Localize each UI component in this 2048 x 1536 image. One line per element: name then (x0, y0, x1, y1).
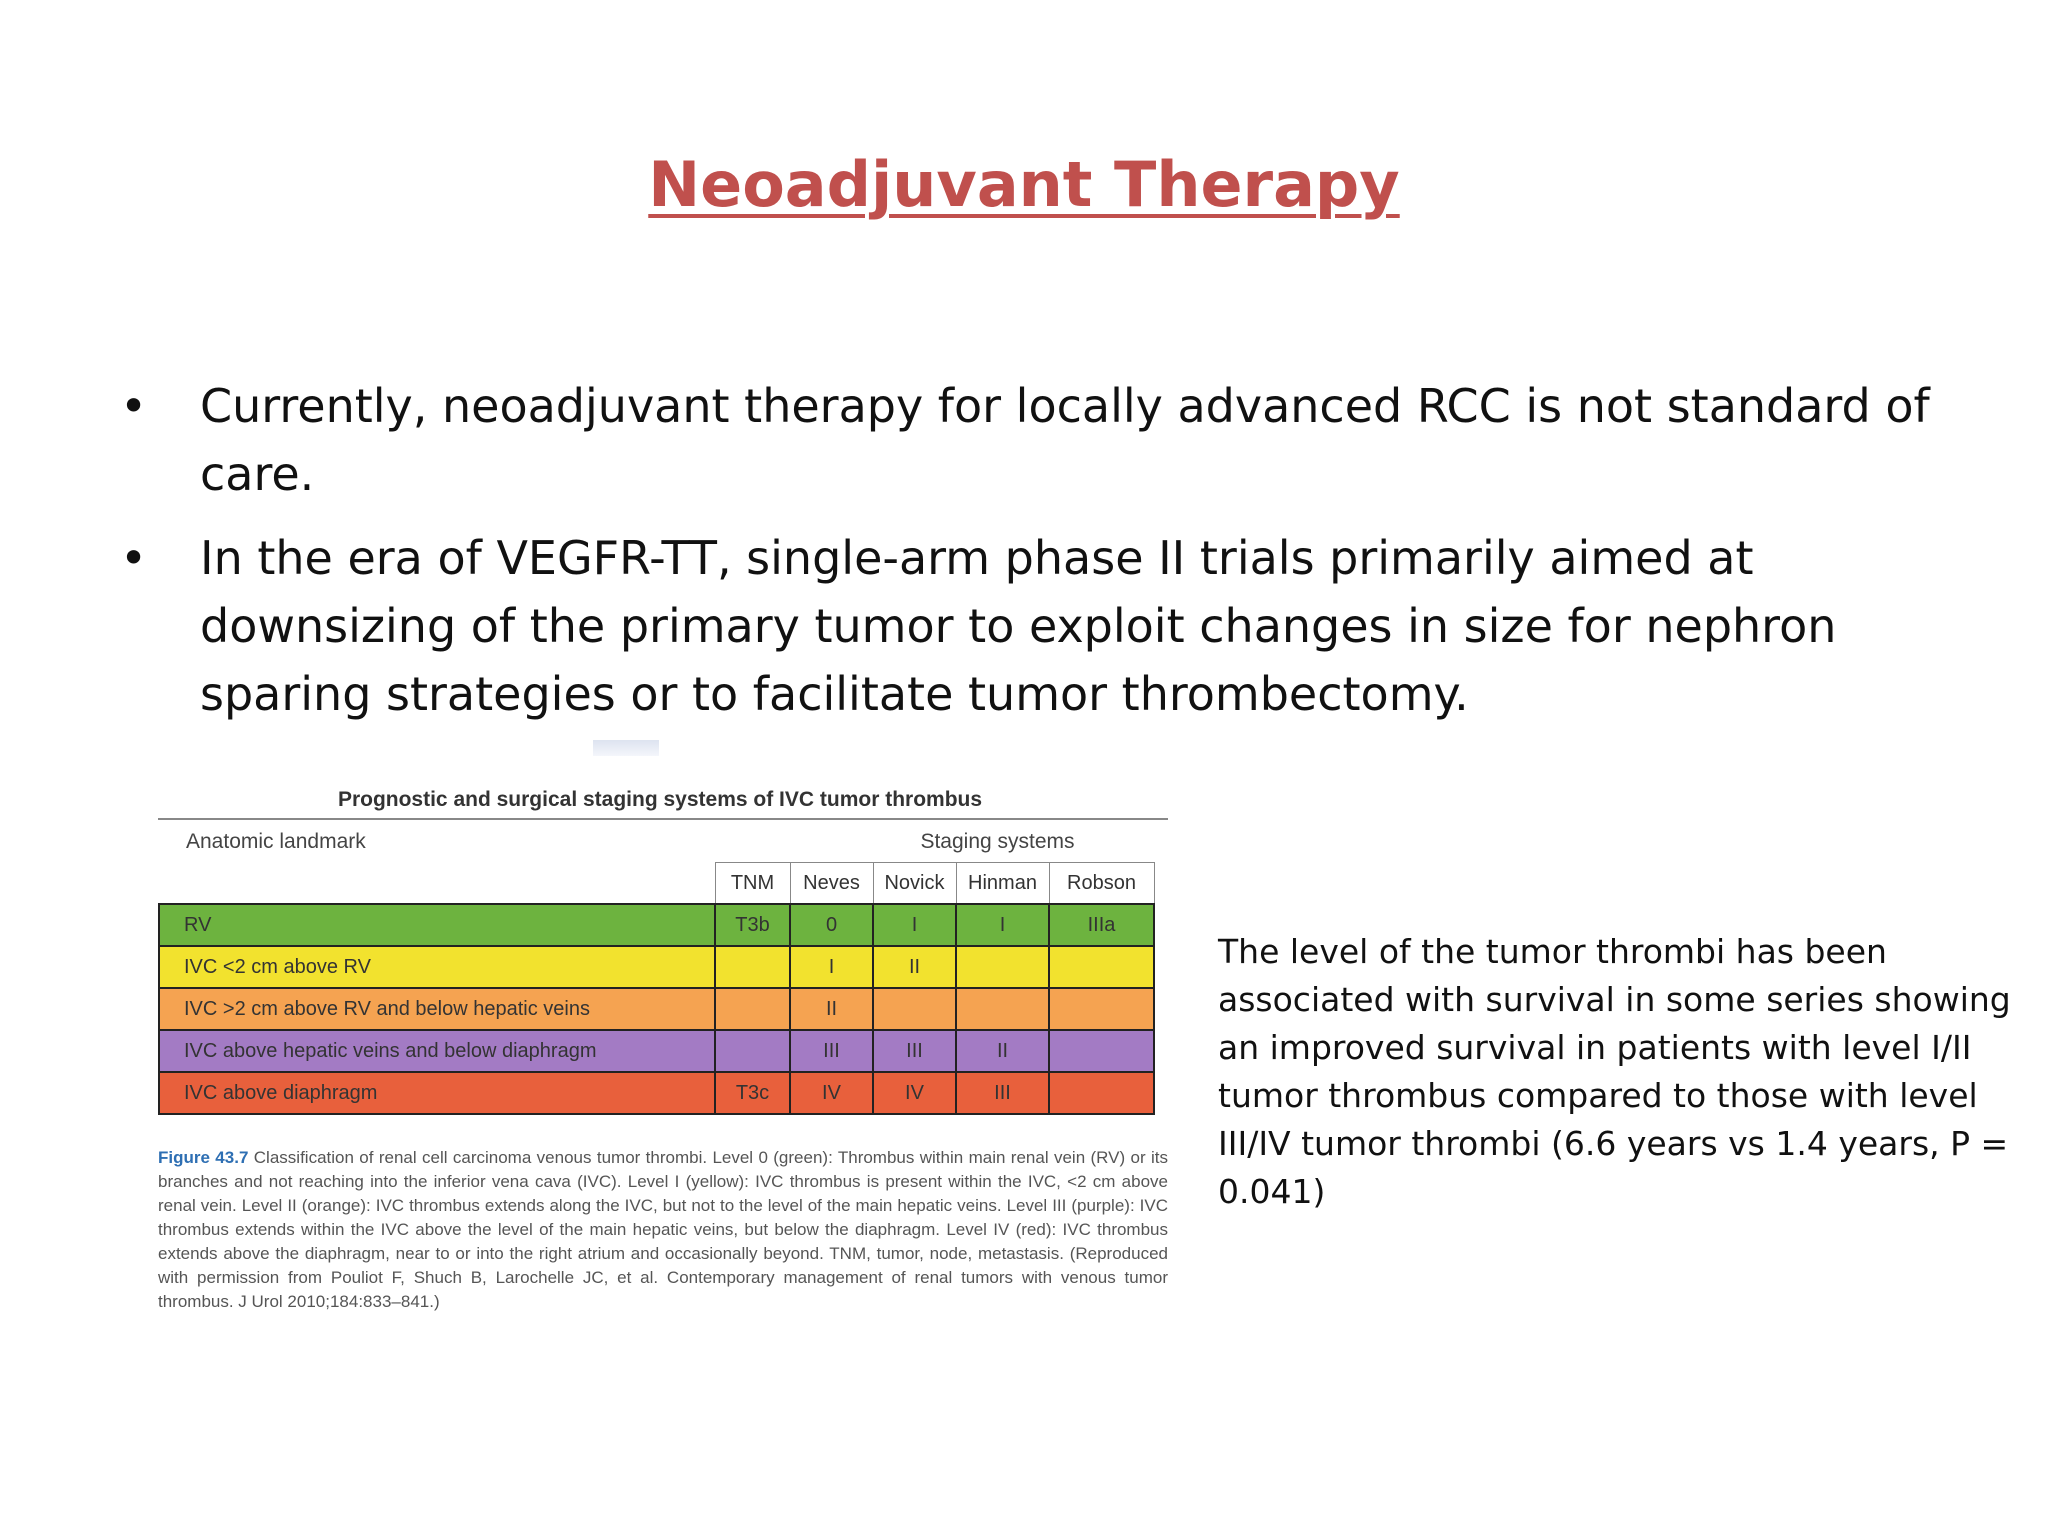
table-row (159, 1072, 1154, 1114)
table-cell (1049, 988, 1154, 1030)
table-cell (956, 946, 1049, 988)
column-header: Hinman (956, 863, 1049, 905)
column-header: Neves (790, 863, 873, 905)
landmark-cell: IVC >2 cm above RV and below hepatic veins (159, 988, 715, 1030)
bullet-glyph: • (120, 531, 148, 585)
bullet-text: Currently, neoadjuvant therapy for locally advanced RCC is not standard of care. (200, 379, 1930, 501)
caption-text: Classification of renal cell carcinoma venous tumor thrombi. Level 0 (green): Thrombus within main renal vein (RV) or its branches and not reaching into the inferior vena cava (IVC). Level I (yellow): IVC thrombus is present within the IVC, <2 cm above renal vein. Level II (orange): IVC thrombus extends along the IVC, but not to the level of the main hepatic veins. Level III (purple): IVC thrombus extends within the IVC above the level of the main hepatic veins, but below the diaphragm. Level IV (red): IVC thrombus extends above the diaphragm, near to or into the right atrium and occasionally beyond. TNM, tumor, node, metastasis. (Reproduced with permission from Pouliot F, Shuch B, Larochelle JC, et al. Contemporary management of renal tumors with venous tumor thrombus. J Urol 2010;184:833–841.) (158, 1148, 1168, 1311)
landmark-cell: RV (159, 904, 715, 946)
bullet-text: In the era of VEGFR-TT, single-arm phase II trials primarily aimed at downsizing of the primary tumor to exploit changes in size for nephron sparing strategies or to facilitate tumor thrombectomy. (200, 531, 1837, 721)
table-cell: IIIa (1049, 904, 1154, 946)
table-cell: III (956, 1072, 1049, 1114)
table-row (159, 946, 1154, 988)
table-row (159, 988, 1154, 1030)
figure-decoration (593, 740, 659, 756)
table-cell (1049, 1030, 1154, 1072)
table-cell: II (873, 946, 956, 988)
landmark-cell: IVC above diaphragm (159, 1072, 715, 1114)
table-cell (715, 1030, 790, 1072)
table-cell: II (790, 988, 873, 1030)
column-header: Robson (1049, 863, 1154, 905)
table-cell: IV (873, 1072, 956, 1114)
figure-title: Prognostic and surgical staging systems of IVC tumor thrombus (337, 788, 983, 811)
slide-title: Neoadjuvant Therapy (648, 148, 1400, 221)
table-row (159, 1030, 1154, 1072)
table-cell (715, 988, 790, 1030)
table-cell (715, 946, 790, 988)
table-cell: I (790, 946, 873, 988)
table-cell: T3b (715, 904, 790, 946)
table-cell (956, 988, 1049, 1030)
table-header-blank (159, 863, 715, 905)
bullet-list (120, 372, 1980, 744)
column-header: Novick (873, 863, 956, 905)
table-cell: I (873, 904, 956, 946)
bullet-item (120, 524, 1980, 728)
bullet-item (120, 372, 1980, 508)
side-note: The level of the tumor thrombi has been associated with survival in some series showing an improved survival in patients with level I/II tumor thrombus compared to those with level III/IV tumor thrombi (6.6 years vs 1.4 years, P = 0.041) (1218, 932, 2011, 1211)
table-cell: IV (790, 1072, 873, 1114)
table-cell (1049, 1072, 1154, 1114)
staging-figure (150, 740, 1170, 1340)
bullet-glyph: • (120, 379, 148, 433)
table-cell: T3c (715, 1072, 790, 1114)
table-cell (873, 988, 956, 1030)
table-header-row (159, 863, 1154, 905)
table-cell (1049, 946, 1154, 988)
figure-caption (158, 1146, 1168, 1314)
staging-table (158, 862, 1155, 1115)
table-cell: I (956, 904, 1049, 946)
landmark-cell: IVC above hepatic veins and below diaphragm (159, 1030, 715, 1072)
landmark-header: Anatomic landmark (186, 830, 366, 853)
figure-rule (158, 818, 1168, 820)
table-cell: 0 (790, 904, 873, 946)
table-row (159, 904, 1154, 946)
table-cell: III (790, 1030, 873, 1072)
table-cell: III (873, 1030, 956, 1072)
staging-header: Staging systems (920, 830, 1075, 853)
landmark-cell: IVC <2 cm above RV (159, 946, 715, 988)
column-header: TNM (715, 863, 790, 905)
figure-label: Figure 43.7 (158, 1148, 249, 1167)
table-cell: II (956, 1030, 1049, 1072)
